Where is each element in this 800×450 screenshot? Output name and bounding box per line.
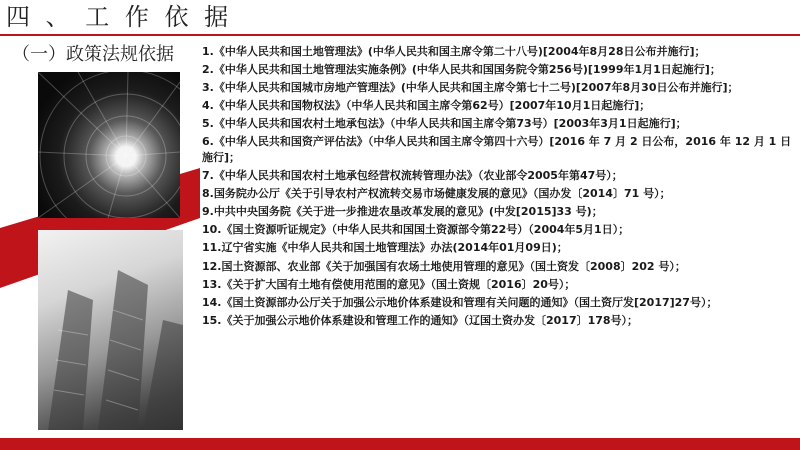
list-item: 8.国务院办公厅《关于引导农村产权流转交易市场健康发展的意见》（国办发〔2014〕71 号）； <box>202 187 671 201</box>
list-item: 11.辽宁省实施《中华人民共和国土地管理法》办法(2014年01月09日)； <box>202 241 568 255</box>
list-item: 2.《中华人民共和国土地管理法实施条例》(中华人民共和国国务院令第256号)[1999年1月1日起施行]； <box>202 63 721 77</box>
architecture-photo-tunnel <box>38 72 180 218</box>
list-item: 1.《中华人民共和国土地管理法》(中华人民共和国主席令第二十八号)[2004年8月28日公布并施行]； <box>202 45 706 58</box>
title-bar <box>0 0 800 36</box>
list-item: 15.《关于加强公示地价体系建设和管理工作的通知》（辽国土资办发〔2017〕178号）； <box>202 313 639 327</box>
list-item: 9.中共中央国务院《关于进一步推进农垦改革发展的意见》(中发[2015]33 号)； <box>202 205 603 219</box>
page-title: 四 、 工 作 依 据 <box>6 3 233 31</box>
list-item: 3.《中华人民共和国城市房地产管理法》(中华人民共和国主席令第七十二号)[2007年8月30日公布并施行]； <box>202 81 739 95</box>
list-item: 6.《中华人民共和国资产评估法》（中华人民共和国主席令第四十六号）[2016 年 7 月 2 日公布，2016 年 12 月 1 日施行]； <box>202 135 792 164</box>
section-subtitle: （一）政策法规依据 <box>12 44 174 65</box>
list-item: 5.《中华人民共和国农村土地承包法》（中华人民共和国主席令第73号）[2003年3月1日起施行]； <box>202 117 687 131</box>
architecture-photo-skyscrapers <box>38 230 183 430</box>
title-underline <box>0 34 800 36</box>
list-item: 4.《中华人民共和国物权法》（中华人民共和国主席令第62号）[2007年10月1日起施行]； <box>202 99 651 113</box>
list-item: 14.《国土资源部办公厅关于加强公示地价体系建设和管理有关问题的通知》（国土资厅发[2017]27号）； <box>202 295 718 309</box>
list-item: 7.《中华人民共和国农村土地承包经营权流转管理办法》（农业部令2005年第47号）； <box>202 169 623 183</box>
policy-list <box>202 44 792 331</box>
list-item: 10.《国土资源听证规定》（中华人民共和国国土资源部令第22号）（2004年5月1日）； <box>202 223 630 237</box>
footer-bar <box>0 438 800 450</box>
list-item: 12.国土资源部、农业部《关于加强国有农场土地使用管理的意见》（国土资发〔2008〕202 号）； <box>202 259 686 273</box>
list-item: 13.《关于扩大国有土地有偿使用范围的意见》（国土资规〔2016〕20号）； <box>202 277 576 291</box>
